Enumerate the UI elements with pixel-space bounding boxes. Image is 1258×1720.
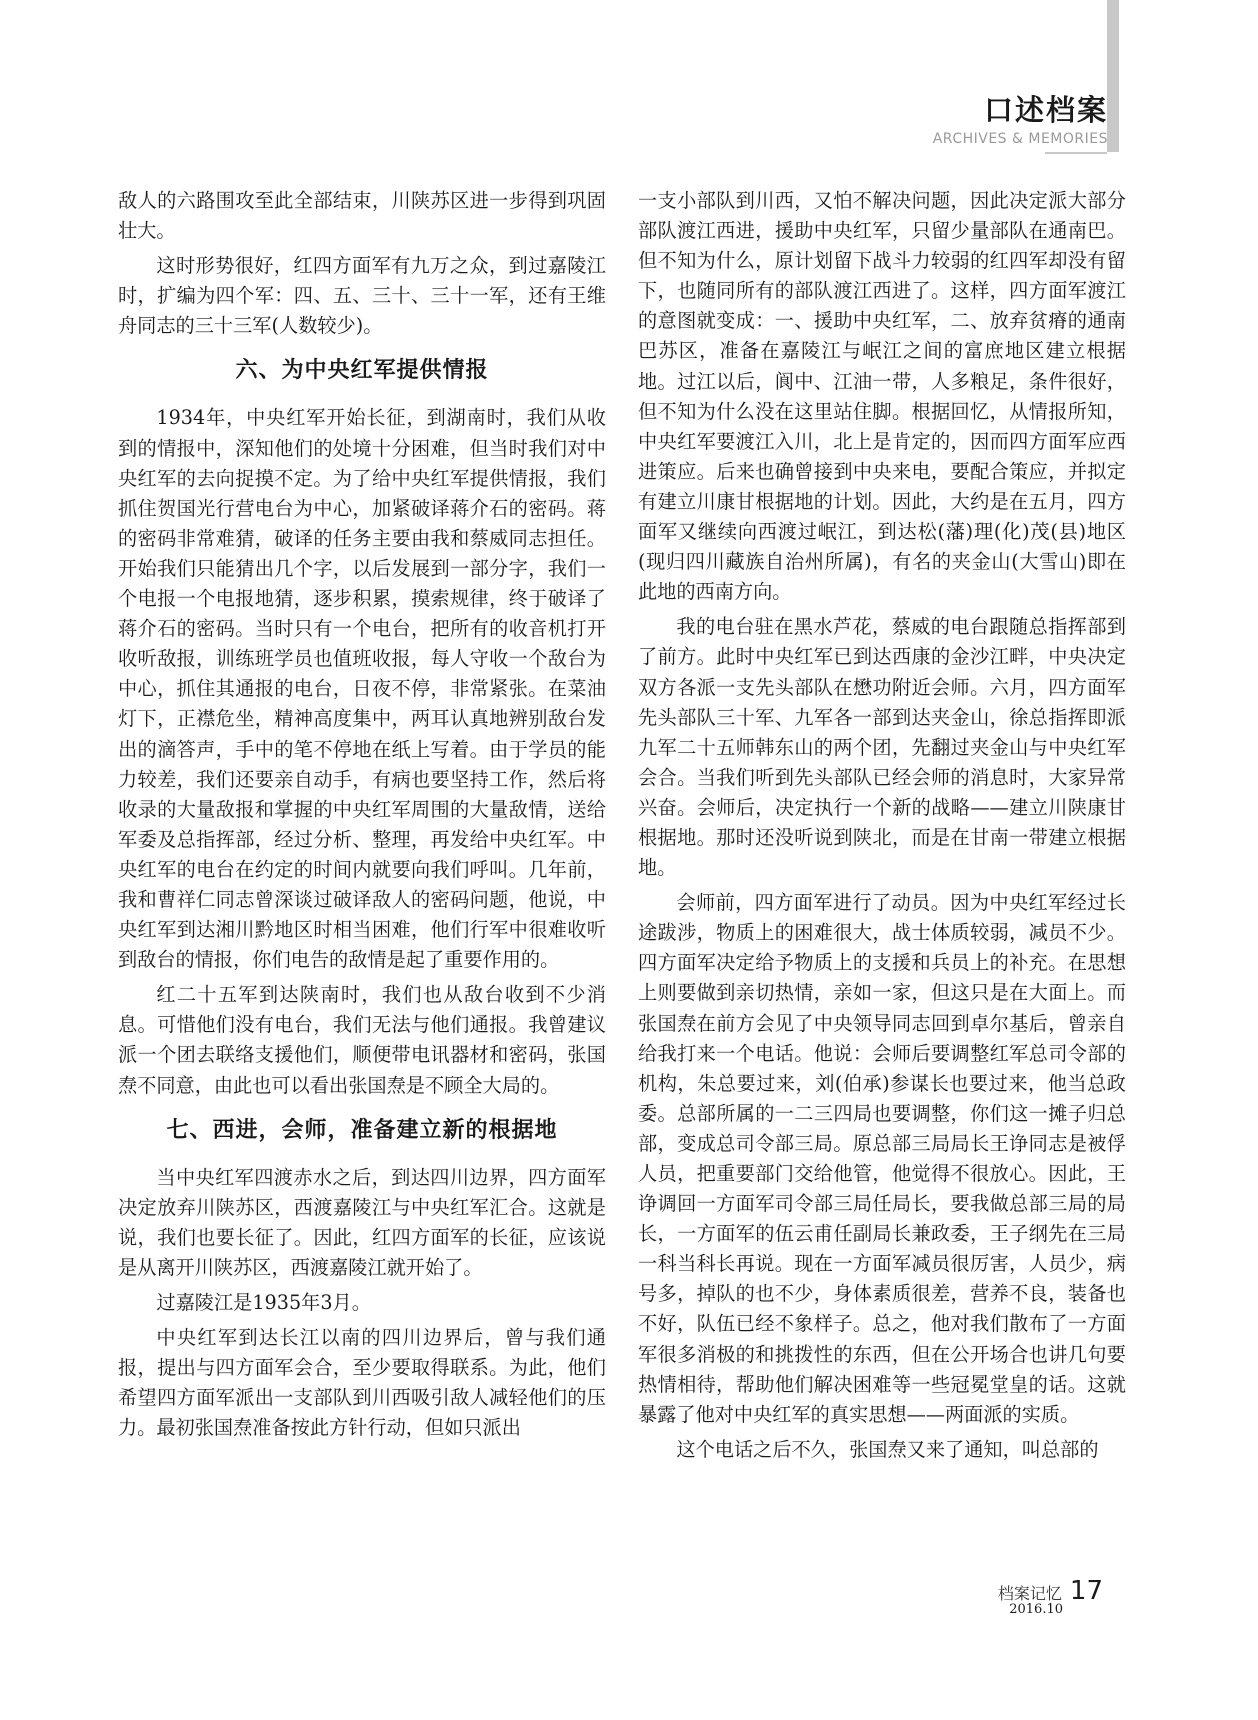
- paragraph: 过嘉陵江是1935年3月。: [156, 1291, 371, 1314]
- right-column: [638, 186, 1126, 1470]
- section-header: [933, 92, 1108, 148]
- header-rule: [1045, 152, 1107, 154]
- page-number: 17: [1069, 1576, 1103, 1606]
- page-footer: [998, 1576, 1103, 1617]
- paragraph: 这个电话之后不久，张国焘又来了通知，叫总部的: [676, 1437, 1099, 1461]
- left-column: [118, 186, 606, 1448]
- paragraph: 我的电台驻在黑水芦花，蔡威的电台跟随总指挥部到了前方。此时中央红军已到达西康的金沙江畔，中央决定双方各派一支先头部队在懋功附近会师。六月，四方面军先头部队三十军、九军各一部到达夹金山，徐总指挥即派九军二十五师韩东山的两个团，先翻过夹金山与中央红军会合。当我们听到先头部队已经会师的消息时，大家异常兴奋。会师后，决定执行一个新的战略——建立川陕康甘根据地。那时还没听说到陕北，而是在甘南一带建立根据地。: [638, 615, 1126, 880]
- section-subtitle: ARCHIVES & MEMORIES: [932, 131, 1108, 147]
- paragraph: 1934年，中央红军开始长征，到湖南时，我们从收到的情报中，深知他们的处境十分困难，但当时我们对中央红军的去向捉摸不定。为了给中央红军提供情报，我们抓住贺国光行营电台为中心，加紧破译蒋介石的密码。蒋的密码非常难猜，破译的任务主要由我和蔡威同志担任。开始我们只能猜出几个字，以后发展到一部分字，我们一个电报一个电报地猜，逐步积累，摸索规律，终于破译了蒋介石的密码。当时只有一个电台，把所有的收音机打开收听敌报，训练班学员也值班收报，每人守收一个敌台为中心，抓住其通报的电台，日夜不停，非常紧张。在菜油灯下，正襟危坐，精神高度集中，两耳认真地辨别敌台发出的滴答声，手中的笔不停地在纸上写着。由于学员的能力较差，我们还要亲自动手，有病也要坚持工作，然后将收录的大量敌报和掌握的中央红军周围的大量敌情，送给军委及总指挥部，经过分析、整理，再发给中央红军。中央红军的电台在约定的时间内就要向我们呼叫。几年前，我和曹祥仁同志曾深谈过破译敌人的密码问题，他说，中央红军到达湘川黔地区时相当困难，他们行军中很难收听到敌台的情报，你们电告的敌情是起了重要作用的。: [118, 406, 606, 972]
- issue-date: 2016.10: [1009, 1602, 1063, 1617]
- section-title: 口述档案: [983, 93, 1108, 127]
- paragraph: 一支小部队到川西，又怕不解决问题，因此决定派大部分部队渡江西进，援助中央红军，只留少量部队在通南巴。但不知为什么，原计划留下战斗力较弱的红四军却没有留下，也随同所有的部队渡江西进了。这样，四方面军渡江的意图就变成：一、援助中央红军，二、放弃贫瘠的通南巴苏区，准备在嘉陵江与岷江之间的富庶地区建立根据地。过江以后，阆中、江油一带，人多粮足，条件很好，但不知为什么没在这里站住脚。根据回忆，从情报所知，中央红军要渡江入川，北上是肯定的，因而四方面军应西进策应。后来也确曾接到中央来电，要配合策应，并拟定有建立川康甘根据地的计划。因此，大约是在五月，四方面军又继续向西渡过岷江，到达松(藩)理(化)茂(县)地区(现归四川藏族自治州所属)，有名的夹金山(大雪山)即在此地的西南方向。: [638, 189, 1126, 604]
- section-heading: 六、为中央红军提供情报: [235, 358, 489, 384]
- paragraph: 中央红军到达长江以南的四川边界后，曾与我们通报，提出与四方面军会合，至少要取得联系。为此，他们希望四方面军派出一支部队到川西吸引敌人减轻他们的压力。最初张国焘准备按此方针行动，但如只派出: [118, 1326, 606, 1440]
- section-heading: 七、西进，会师，准备建立新的根据地: [166, 1117, 558, 1143]
- paragraph: 红二十五军到达陕南时，我们也从敌台收到不少消息。可惜他们没有电台，我们无法与他们通报。我曾建议派一个团去联络支援他们，顺便带电讯器材和密码，张国焘不同意，由此也可以看出张国焘是不顾全大局的。: [118, 983, 606, 1097]
- paragraph: 当中央红军四渡赤水之后，到达四川边界，四方面军决定放弃川陕苏区，西渡嘉陵江与中央红军汇合。这就是说，我们也要长征了。因此，红四方面军的长征，应该说是从离开川陕苏区，西渡嘉陵江就开始了。: [118, 1165, 606, 1279]
- paragraph: 这时形势很好，红四方面军有九万之众，到过嘉陵江时，扩编为四个军：四、五、三十、三十一军，还有王维舟同志的三十三军(人数较少)。: [118, 254, 606, 338]
- paragraph: 会师前，四方面军进行了动员。因为中央红军经过长途跋涉，物质上的困难很大，战士体质较弱，减员不少。四方面军决定给予物质上的支援和兵员上的补充。在思想上则要做到亲切热情，亲如一家，但这只是在大面上。而张国焘在前方会见了中央领导同志回到卓尔基后，曾亲自给我打来一个电话。他说：会师后要调整红军总司令部的机构，朱总要过来，刘(伯承)参谋长也要过来，他当总政委。总部所属的一二三四局也要调整，你们这一摊子归总部，变成总司令部三局。原总部三局局长王诤同志是被俘人员，把重要部门交给他管，他觉得不很放心。因此，王诤调回一方面军司令部三局任局长，要我做总部三局的局长，一方面军的伍云甫任副局长兼政委，王子纲先在三局一科当科长再说。现在一方面军减员很厉害，人员少，病号多，掉队的也不少，身体素质很差，营养不良，装备也不好，队伍已经不象样子。总之，他对我们散布了一方面军很多消极的和挑拨性的东西，但在公开场合也讲几句要热情相待，帮助他们解决困难等一些冠冕堂皇的话。这就暴露了他对中央红军的真实思想——两面派的实质。: [638, 891, 1126, 1426]
- decorative-top-bar: [1107, 0, 1119, 152]
- magazine-name: 档案记忆: [997, 1584, 1062, 1603]
- paragraph: 敌人的六路围攻至此全部结束，川陕苏区进一步得到巩固壮大。: [118, 189, 606, 243]
